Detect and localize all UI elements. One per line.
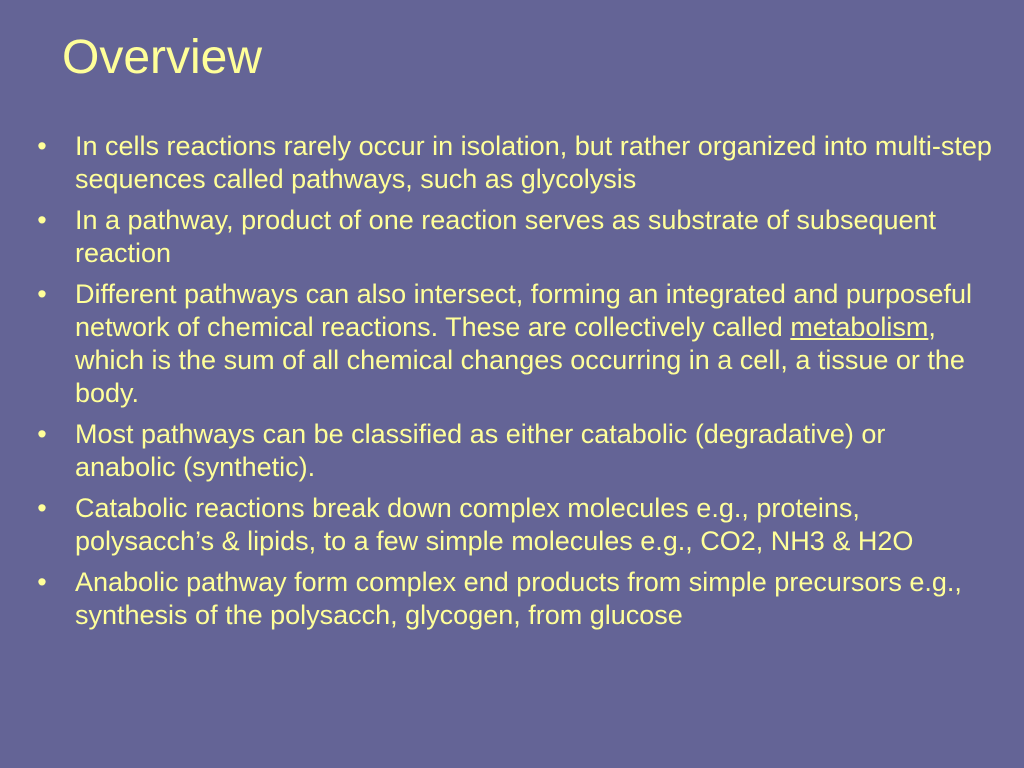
bullet-text-after: , which is the sum of all chemical changes occurring in a cell, a tissue or the body. [75,312,965,408]
bullet-text-before: Different pathways can also intersect, forming an integrated and purposeful network of chemical reactions. These are collectively called [75,279,973,342]
bullet-icon: • [37,279,47,309]
metabolism-link[interactable]: metabolism [790,312,929,342]
bullet-list [32,130,992,640]
bullet-text: Anabolic pathway form complex end products from simple precursors e.g., synthesis of the polysacch, glycogen, from glucose [75,567,962,630]
bullet-icon: • [37,493,47,523]
bullet-item [32,278,992,410]
bullet-icon: • [37,419,47,449]
bullet-item [32,492,992,558]
bullet-text: Most pathways can be classified as either catabolic (degradative) or anabolic (synthetic). [75,419,886,482]
bullet-item [32,130,992,196]
bullet-icon: • [37,205,47,235]
slide-title: Overview [62,31,263,84]
bullet-text: Catabolic reactions break down complex molecules e.g., proteins, polysacch’s & lipids, to a few simple molecules e.g., CO2, NH3 & H2O [75,493,914,556]
bullet-text: In a pathway, product of one reaction serves as substrate of subsequent reaction [75,205,937,268]
bullet-icon: • [37,131,47,161]
bullet-item [32,418,992,484]
bullet-item [32,566,992,632]
bullet-icon: • [37,567,47,597]
bullet-text: In cells reactions rarely occur in isolation, but rather organized into multi-step sequences called pathways, such as glycolysis [75,131,992,194]
bullet-item [32,204,992,270]
